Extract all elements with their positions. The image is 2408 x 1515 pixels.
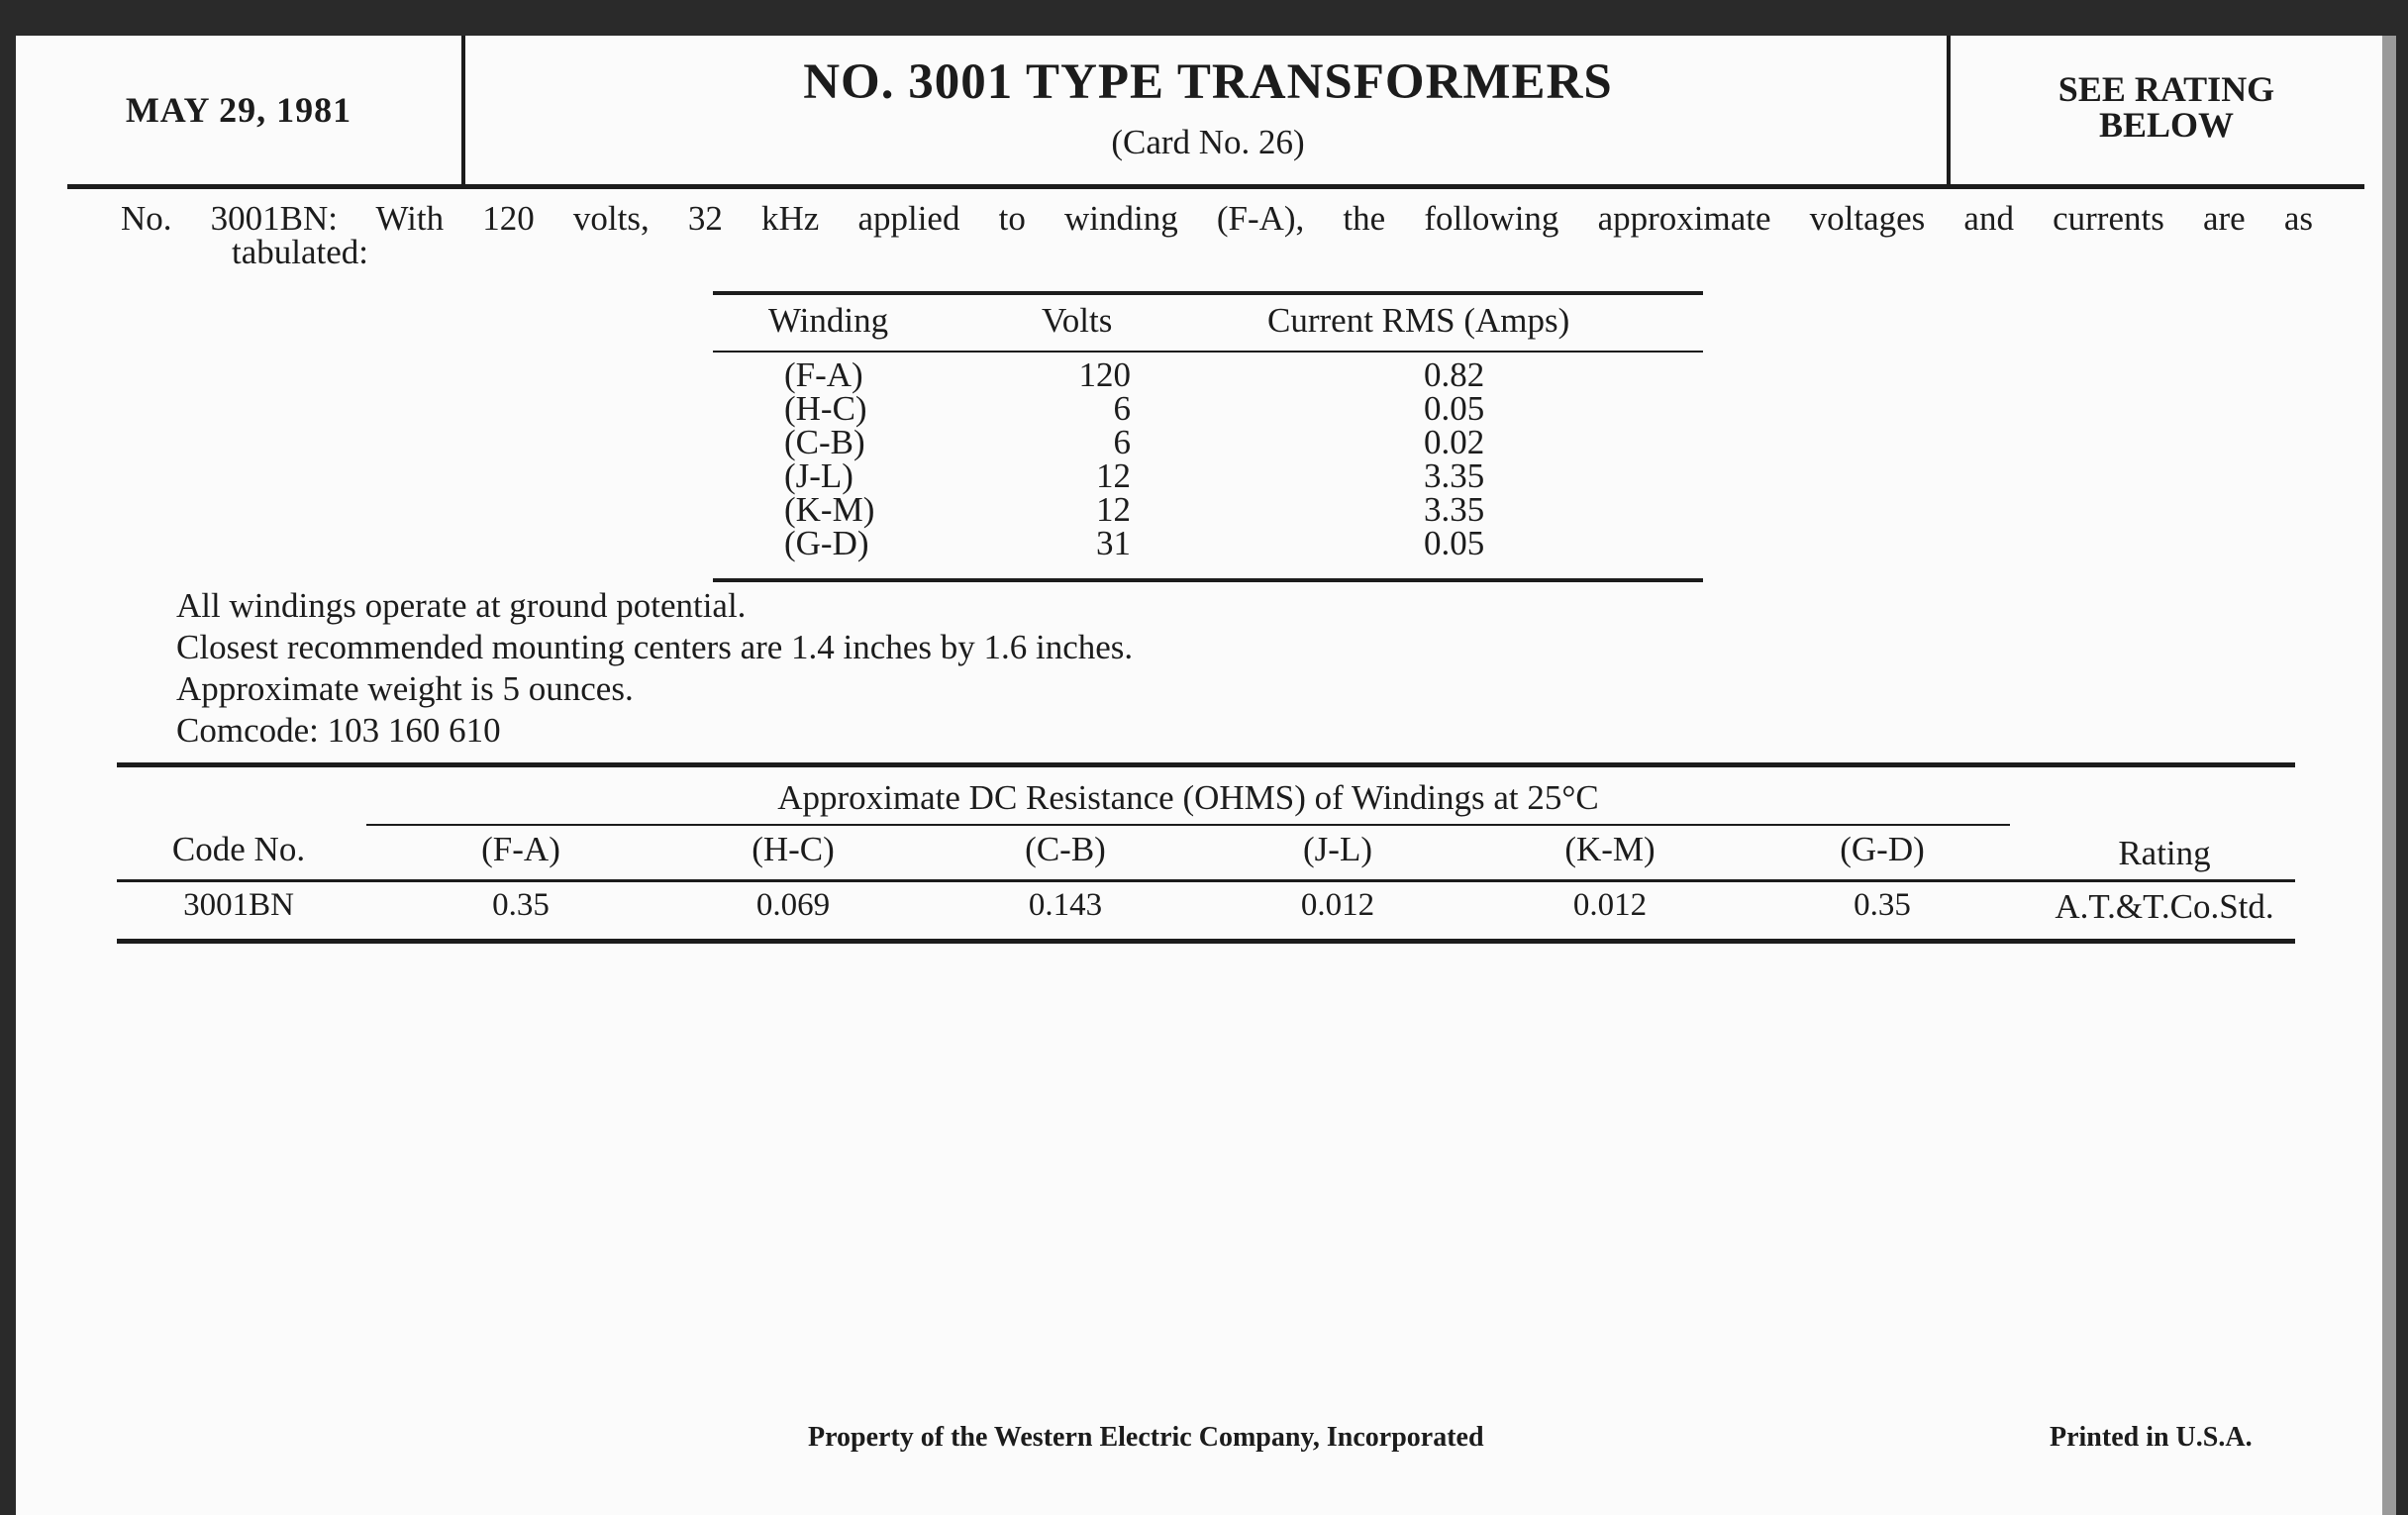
resistance-cell-h-c: 0.069 (755, 887, 831, 923)
property-notice: Property of the Western Electric Company, Incorporated (808, 1422, 1484, 1453)
winding-cell: (H-C) (784, 389, 867, 428)
code-no-header: Code No. (171, 830, 306, 868)
resistance-cell-c-b: 0.143 (1028, 887, 1103, 923)
resistance-cell-k-m: 0.012 (1572, 887, 1648, 923)
volts-header: Volts (1042, 301, 1113, 340)
volts-cell: 12 (1096, 490, 1131, 529)
winding-header: Winding (768, 301, 889, 340)
current-cell: 3.35 (1424, 490, 1485, 529)
winding-cell: (F-A) (784, 355, 863, 394)
col-header-c-b: (C-B) (1025, 830, 1106, 868)
rating-note-line1: SEE RATING (2057, 69, 2275, 109)
document-title: NO. 3001 TYPE TRANSFORMERS (803, 54, 1613, 110)
note-mounting-centers: Closest recommended mounting centers are 1.4 inches by 1.6 inches. (176, 628, 1134, 666)
rating-note-line2: BELOW (2098, 105, 2235, 145)
resistance-table-bottom-rule (117, 939, 2295, 944)
winding-cell: (G-D) (784, 524, 869, 562)
note-weight: Approximate weight is 5 ounces. (176, 669, 634, 708)
card-number: (Card No. 26) (1111, 123, 1305, 161)
current-cell: 0.05 (1424, 524, 1485, 562)
volts-cell: 12 (1096, 456, 1131, 495)
resistance-cell-f-a: 0.35 (492, 887, 550, 923)
document-card (16, 36, 2382, 1515)
current-cell: 3.35 (1424, 456, 1485, 495)
note-ground-potential: All windings operate at ground potential. (176, 586, 747, 625)
volts-cell: 6 (1113, 423, 1131, 461)
resistance-header-rule (117, 879, 2295, 882)
winding-table-top-rule (713, 291, 1703, 295)
current-header: Current RMS (Amps) (1267, 301, 1570, 340)
current-column (1424, 355, 1485, 562)
winding-column (784, 355, 875, 562)
winding-cell: (K-M) (784, 490, 875, 529)
col-header-h-c: (H-C) (752, 830, 835, 868)
winding-table-header-rule (713, 351, 1703, 353)
winding-table-bottom-rule (713, 578, 1703, 582)
volts-cell: 120 (1078, 355, 1131, 394)
header-rule (67, 184, 2364, 189)
col-header-k-m: (K-M) (1564, 830, 1656, 868)
col-header-j-l: (J-L) (1303, 830, 1372, 868)
volts-cell: 6 (1113, 389, 1131, 428)
col-header-f-a: (F-A) (481, 830, 560, 868)
code-no-cell: 3001BN (183, 887, 294, 923)
volts-column (1036, 355, 1131, 562)
issue-date: MAY 29, 1981 (125, 90, 352, 130)
resistance-cell-g-d: 0.35 (1854, 887, 1911, 923)
volts-cell: 31 (1096, 524, 1131, 562)
current-cell: 0.05 (1424, 389, 1485, 428)
rating-note (1951, 71, 2382, 143)
printed-in: Printed in U.S.A. (2050, 1422, 2253, 1453)
resistance-title-rule (366, 824, 2010, 826)
resistance-cell-j-l: 0.012 (1300, 887, 1375, 923)
current-cell: 0.02 (1424, 423, 1485, 461)
col-header-g-d: (G-D) (1840, 830, 1925, 868)
rating-header: Rating (2118, 834, 2211, 872)
winding-cell: (C-B) (784, 423, 865, 461)
rating-cell: A.T.&T.Co.Std. (2055, 887, 2274, 926)
resistance-table-top-rule (117, 762, 2295, 767)
intro-text-continued: tabulated: (232, 233, 369, 271)
current-cell: 0.82 (1424, 355, 1485, 394)
note-comcode: Comcode: 103 160 610 (176, 711, 501, 750)
winding-cell: (J-L) (784, 456, 853, 495)
resistance-table-title: Approximate DC Resistance (OHMS) of Windings at 25°C (777, 778, 1599, 817)
intro-text: No. 3001BN: With 120 volts, 32 kHz applied to winding (F-A), the following approximate voltages and currents are as (121, 199, 2313, 238)
